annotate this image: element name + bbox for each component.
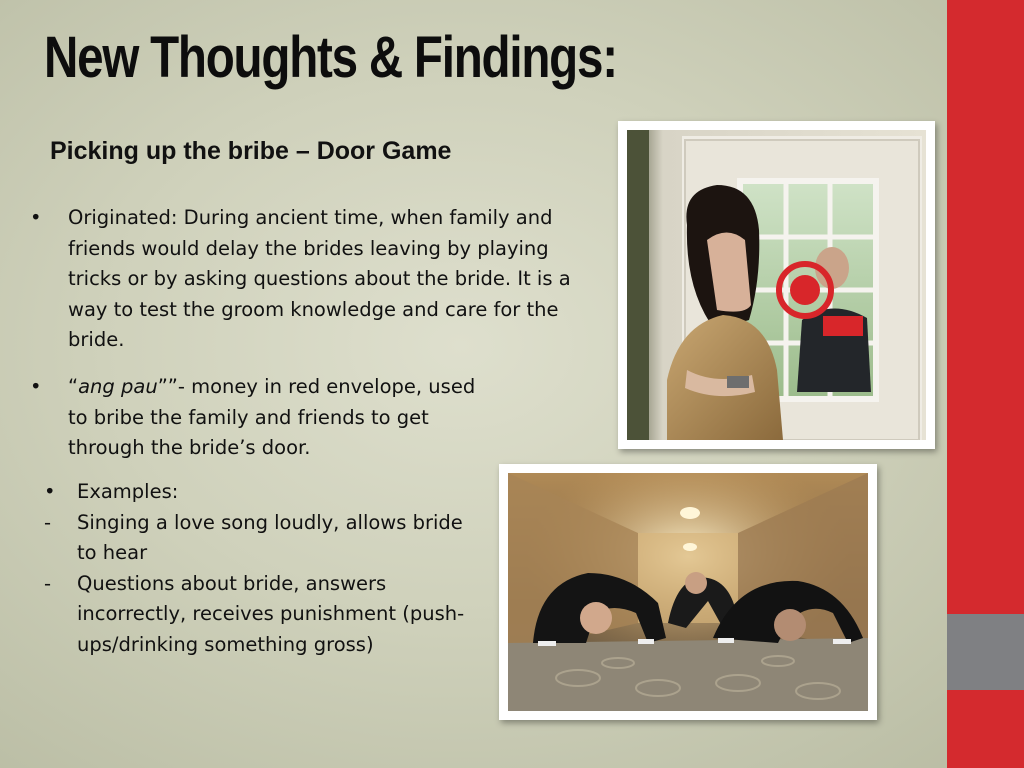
bride-door-photo	[618, 121, 935, 449]
ang-pau-term: ang pau	[78, 375, 158, 398]
examples-label: • Examples:	[40, 477, 470, 508]
ang-pau-description: ””- money in red envelope, used to bribe the family and friends to get through the bride’s door.	[68, 375, 476, 459]
example-item: - Questions about bride, answers incorrectly, receives punishment (push-ups/drinking something gross)	[40, 569, 470, 661]
side-accent-red-top	[947, 0, 1024, 614]
bullet-list-ang-pau	[30, 372, 480, 464]
bullet-list-examples	[40, 477, 470, 660]
side-accent-red-bottom	[947, 690, 1024, 768]
example-item: - Singing a love song loudly, allows bride to hear	[40, 508, 470, 569]
side-accent-grey	[947, 614, 1024, 690]
push-ups-photo	[499, 464, 877, 720]
bullet-origin: • Originated: During ancient time, when family and friends would delay the brides leaving by playing tricks or by asking questions about the bride. It is a way to test the groom knowledge and care for the bride.	[30, 203, 590, 356]
slide-subtitle: Picking up the bribe – Door Game	[50, 137, 452, 165]
slide-title: New Thoughts & Findings:	[44, 25, 617, 90]
bullet-ang-pau	[30, 372, 480, 464]
open-quote: “	[68, 375, 79, 398]
bullet-list-origin	[30, 203, 590, 356]
